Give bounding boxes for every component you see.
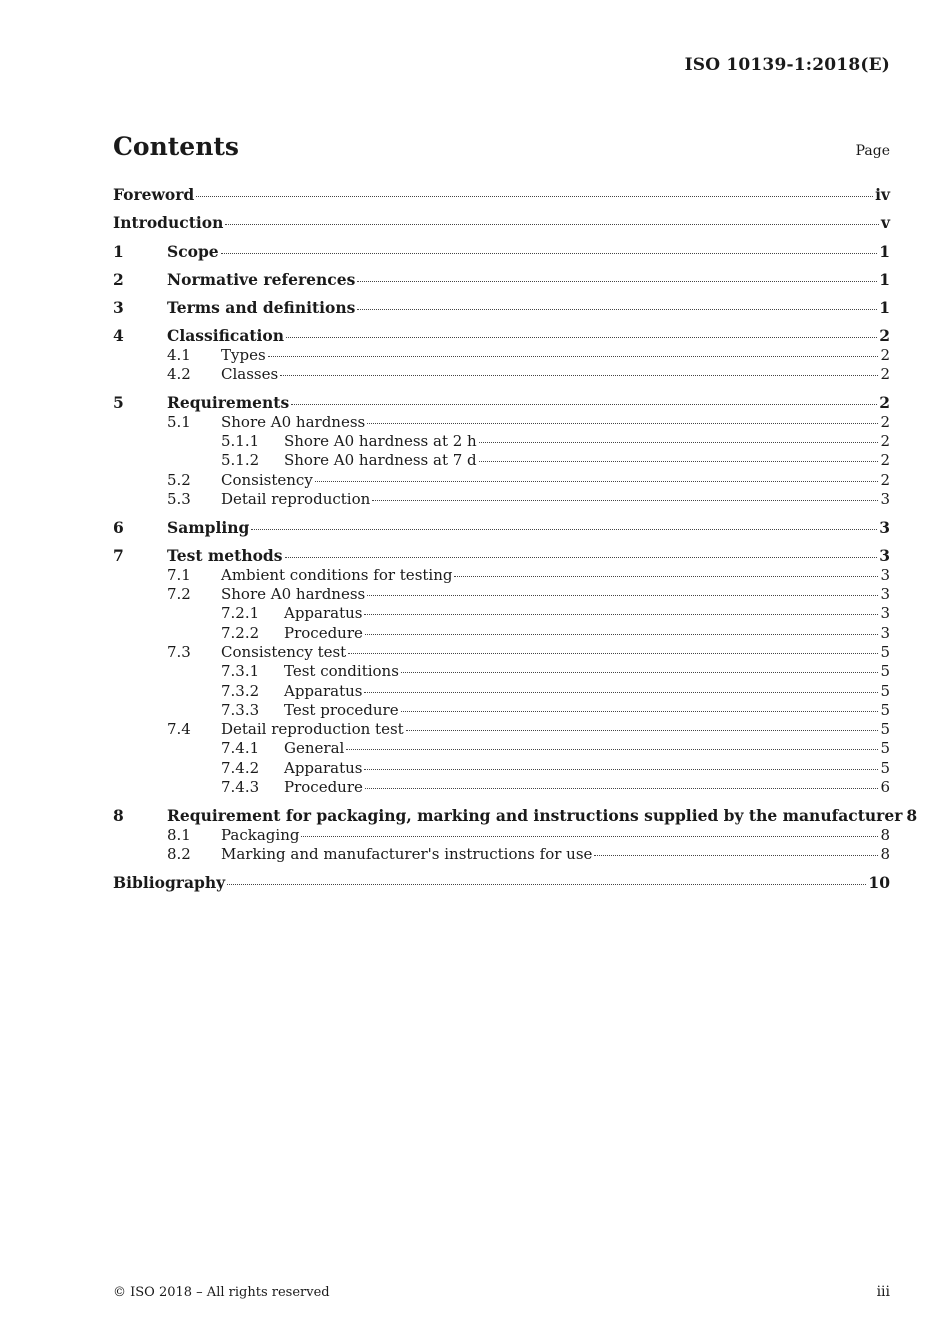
toc-entry-title: Procedure <box>284 778 363 797</box>
dot-leader <box>401 672 879 673</box>
toc-entry-number: 5.3 <box>167 489 191 508</box>
toc-entry-page: 10 <box>868 873 890 893</box>
toc-entry-number: 7.3.3 <box>221 700 260 719</box>
toc-entry-title: Shore A0 hardness at 7 d <box>284 451 477 470</box>
dot-leader <box>454 576 878 577</box>
toc-entry-page: 1 <box>879 241 890 261</box>
toc-entry-page: 6 <box>880 778 890 797</box>
toc-entry-page: 1 <box>879 269 890 289</box>
toc-entry-title: Classes <box>221 365 279 384</box>
toc-entry-number: 7.4 <box>167 720 191 739</box>
dot-leader <box>221 253 878 254</box>
toc-entry[interactable] <box>113 346 890 365</box>
toc-entry-number: 7.2.2 <box>221 623 260 642</box>
toc-entry-number: 7.4.2 <box>221 758 260 777</box>
toc-entry-title: Apparatus <box>284 758 363 777</box>
toc-entry-number: 4.1 <box>167 345 191 364</box>
toc-entry-page: 2 <box>880 412 890 431</box>
dot-leader <box>364 614 878 615</box>
toc-entry-page: 2 <box>880 345 890 364</box>
toc-entry-page: 5 <box>880 758 890 777</box>
toc-entry-page: 3 <box>880 489 890 508</box>
toc-entry[interactable] <box>113 662 890 681</box>
toc-entry[interactable] <box>113 585 890 604</box>
toc-entry[interactable] <box>113 185 890 204</box>
toc-entry-page: 2 <box>880 470 890 489</box>
toc-entry-number: 5.1.1 <box>221 431 260 450</box>
document-id: ISO 10139-1:2018(E) <box>684 55 890 75</box>
toc-entry[interactable] <box>113 546 890 565</box>
toc-entry-number: 5.2 <box>167 470 191 489</box>
toc-entry-title: Marking and manufacturer's instructions for use <box>221 844 593 863</box>
dot-leader <box>367 595 878 596</box>
toc-entry-page: 5 <box>880 739 890 758</box>
toc-entry[interactable] <box>113 720 890 739</box>
toc-entry[interactable] <box>113 451 890 470</box>
toc-entry[interactable] <box>113 393 890 412</box>
toc-entry-page: 2 <box>880 431 890 450</box>
toc-entry[interactable] <box>113 826 890 845</box>
toc-entry-title: Shore A0 hardness <box>221 585 366 604</box>
toc-entry[interactable] <box>113 739 890 758</box>
toc-entry-title: Ambient conditions for testing <box>221 565 453 584</box>
toc-entry-title: Test methods <box>167 546 283 566</box>
toc-entry-page: 3 <box>880 565 890 584</box>
dot-leader <box>196 196 873 197</box>
toc-entry-number: 7 <box>113 546 124 566</box>
dot-leader <box>364 769 878 770</box>
toc-entry-title: Detail reproduction <box>221 489 371 508</box>
toc-entry-page: 8 <box>880 844 890 863</box>
toc-entry[interactable] <box>113 518 890 537</box>
toc-entry-title: Packaging <box>221 825 300 844</box>
toc-entry-page: 3 <box>880 623 890 642</box>
toc-entry[interactable] <box>113 365 890 384</box>
dot-leader <box>285 557 878 558</box>
dot-leader <box>406 730 879 731</box>
toc-entry[interactable] <box>113 624 890 643</box>
toc-entry-page: 5 <box>880 642 890 661</box>
page-number: iii <box>876 1284 890 1300</box>
toc-entry-number: 8 <box>113 806 124 826</box>
dot-leader <box>365 634 879 635</box>
dot-leader <box>315 481 879 482</box>
toc-entry-page: 3 <box>879 518 890 538</box>
toc-entry-number: 4.2 <box>167 365 191 384</box>
toc-entry-title: Consistency test <box>221 642 347 661</box>
toc-entry-title: Test procedure <box>284 700 399 719</box>
toc-entry[interactable] <box>113 298 890 317</box>
toc-entry[interactable] <box>113 701 890 720</box>
toc-entry-title: Apparatus <box>284 604 363 623</box>
copyright-notice: © ISO 2018 – All rights reserved <box>113 1285 330 1300</box>
toc-entry-title: General <box>284 739 345 758</box>
toc-entry-number: 5 <box>113 393 124 413</box>
dot-leader <box>348 653 878 654</box>
toc-entry-title: Consistency <box>221 470 313 489</box>
dot-leader <box>367 423 878 424</box>
toc-entry-number: 7.2.1 <box>221 604 260 623</box>
dot-leader <box>225 224 879 225</box>
toc-entry-number: 7.4.3 <box>221 778 260 797</box>
toc-entry-title: Procedure <box>284 623 363 642</box>
toc-entry-title: Classification <box>167 326 285 346</box>
toc-entry-title: Foreword <box>113 185 195 204</box>
toc-entry-number: 7.4.1 <box>221 739 260 758</box>
toc-entry-page: 5 <box>880 681 890 700</box>
toc-entry[interactable] <box>113 643 890 662</box>
dot-leader <box>227 884 866 885</box>
toc-entry-title: Requirement for packaging, marking and instructions supplied by the manufacturer <box>167 806 903 826</box>
toc-entry-number: 8.2 <box>167 844 191 863</box>
dot-leader <box>251 529 877 530</box>
toc-entry-page: iv <box>875 185 890 204</box>
toc-entry-title: Test conditions <box>284 662 399 681</box>
dot-leader <box>357 281 877 282</box>
toc-entry[interactable] <box>113 490 890 509</box>
toc-entry-title: Types <box>221 345 266 364</box>
toc-entry-page: 2 <box>879 393 890 413</box>
toc-entry[interactable] <box>113 778 890 797</box>
toc-entry-title: Sampling <box>167 518 250 538</box>
toc-entry-page: 3 <box>880 585 890 604</box>
toc-entry-title: Apparatus <box>284 681 363 700</box>
dot-leader <box>401 711 879 712</box>
dot-leader <box>301 836 878 837</box>
table-of-contents <box>113 185 918 893</box>
toc-entry-number: 7.1 <box>167 565 191 584</box>
toc-entry[interactable] <box>113 604 890 623</box>
toc-entry[interactable] <box>113 873 890 892</box>
toc-entry-page: 5 <box>880 662 890 681</box>
toc-entry-number: 2 <box>113 269 124 289</box>
toc-entry-number: 7.3.1 <box>221 662 260 681</box>
dot-leader <box>594 855 878 856</box>
dot-leader <box>286 337 877 338</box>
toc-entry-page: 5 <box>880 720 890 739</box>
toc-entry-number: 7.3.2 <box>221 681 260 700</box>
toc-entry-number: 1 <box>113 241 124 261</box>
dot-leader <box>357 309 877 310</box>
toc-entry-number: 3 <box>113 298 124 318</box>
toc-entry-page: 3 <box>879 546 890 566</box>
page-title: Contents <box>113 132 240 161</box>
toc-entry-title: Requirements <box>167 393 290 413</box>
dot-leader <box>365 788 879 789</box>
toc-entry-title: Shore A0 hardness at 2 h <box>284 431 477 450</box>
toc-entry-page: 3 <box>880 604 890 623</box>
toc-entry-number: 4 <box>113 326 124 346</box>
dot-leader <box>364 692 878 693</box>
toc-entry-title: Normative references <box>167 269 356 289</box>
toc-entry[interactable] <box>113 413 890 432</box>
toc-entry-number: 7.3 <box>167 642 191 661</box>
toc-entry-number: 7.2 <box>167 585 191 604</box>
dot-leader <box>479 461 879 462</box>
toc-entry[interactable] <box>113 213 890 232</box>
toc-entry-number: 5.1.2 <box>221 451 260 470</box>
toc-entry[interactable] <box>113 270 890 289</box>
toc-entry[interactable] <box>113 432 890 451</box>
toc-entry-title: Shore A0 hardness <box>221 412 366 431</box>
toc-entry[interactable] <box>113 759 890 778</box>
dot-leader <box>291 404 877 405</box>
toc-entry-page: 8 <box>880 825 890 844</box>
toc-entry[interactable] <box>113 806 918 826</box>
toc-entry-number: 6 <box>113 518 124 538</box>
toc-entry-page: 1 <box>879 298 890 318</box>
toc-entry-title: Bibliography <box>113 873 226 893</box>
toc-entry-title: Terms and definitions <box>167 298 356 318</box>
dot-leader <box>280 375 878 376</box>
page-column-label: Page <box>855 143 890 159</box>
toc-entry[interactable] <box>113 326 890 345</box>
toc-entry-title: Introduction <box>113 213 224 233</box>
dot-leader <box>372 500 878 501</box>
dot-leader <box>268 356 879 357</box>
toc-entry-number: 5.1 <box>167 412 191 431</box>
toc-entry[interactable] <box>113 682 890 701</box>
dot-leader <box>479 442 879 443</box>
toc-entry[interactable] <box>113 566 890 585</box>
toc-entry[interactable] <box>113 471 890 490</box>
toc-entry-page: 2 <box>880 365 890 384</box>
toc-entry-page: 2 <box>880 451 890 470</box>
toc-entry-title: Detail reproduction test <box>221 720 404 739</box>
toc-entry[interactable] <box>113 242 890 261</box>
toc-entry-page: v <box>880 213 890 233</box>
toc-entry-number: 8.1 <box>167 825 191 844</box>
toc-entry-page: 2 <box>879 326 890 346</box>
toc-entry[interactable] <box>113 845 890 864</box>
dot-leader <box>346 749 878 750</box>
toc-entry-page: 8 <box>906 806 918 826</box>
toc-entry-page: 5 <box>880 700 890 719</box>
toc-entry-title: Scope <box>167 241 219 261</box>
